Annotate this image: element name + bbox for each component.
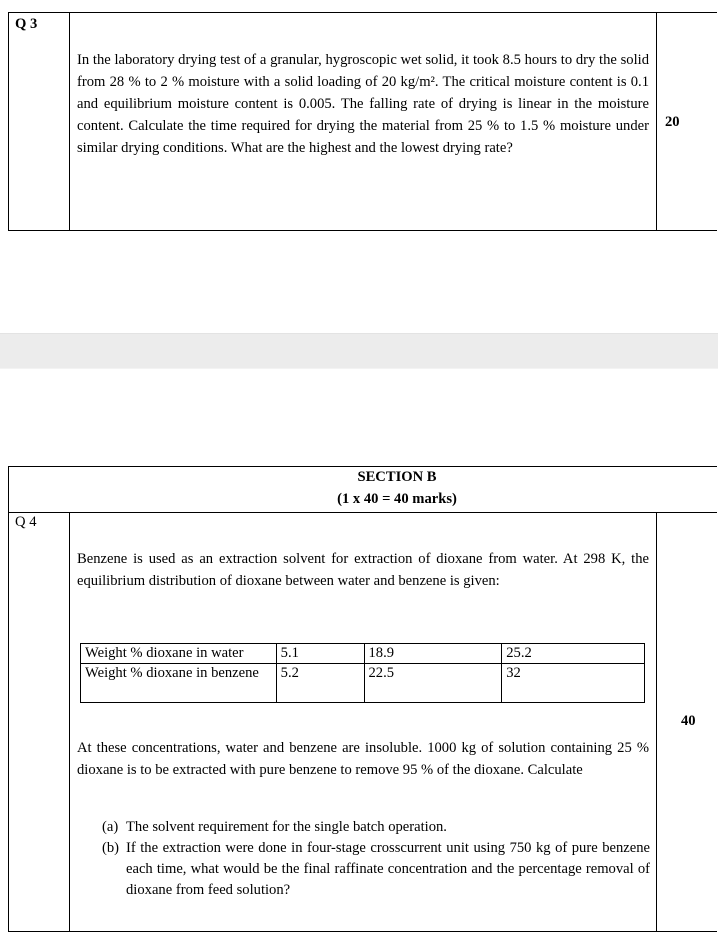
table-cell: Weight % dioxane in water — [81, 644, 277, 664]
list-item — [102, 817, 650, 838]
equilibrium-table — [80, 643, 645, 703]
q3-col-divider — [69, 12, 70, 230]
table-row — [81, 644, 645, 664]
q3-left-border — [8, 12, 9, 230]
q4-intro: Benzene is used as an extraction solvent for extraction of dioxane from water. At 298 K, the equilibrium distribution of dioxane between water and benzene is given: — [77, 551, 649, 589]
q3-question-text — [77, 49, 649, 159]
table-cell: 32 — [502, 664, 645, 703]
section-b-top-border — [8, 466, 717, 467]
part-label: (b) — [102, 840, 120, 856]
section-b-title: SECTION B — [357, 469, 437, 485]
table-row — [81, 664, 645, 703]
part-label: (a) — [102, 819, 119, 835]
q3-label: Q 3 — [15, 16, 38, 32]
table-cell: 25.2 — [502, 644, 645, 664]
q3-text: In the laboratory drying test of a granular, hygroscopic wet solid, it took 8.5 hours to dry the solid from 28 % to 2 % moisture with a solid loading of 20 kg/m². The critical moisture content is 0.1 and equilibrium moisture content is 0.005. The falling rate of drying is linear in the moisture content. Calculate the time required for drying the material from 25 % to 1.5 % moisture under similar drying conditions. What are the highest and the lowest drying rate? — [77, 52, 649, 156]
q4-col-divider — [69, 512, 70, 931]
q3-marks-divider — [656, 12, 657, 230]
list-item — [102, 838, 650, 901]
page-break-band — [0, 333, 718, 369]
table-cell: 5.2 — [276, 664, 364, 703]
q4-bottom-border — [8, 931, 717, 932]
q3-marks: 20 — [665, 114, 680, 130]
table-cell: Weight % dioxane in benzene — [81, 664, 277, 703]
q3-top-border — [8, 12, 717, 13]
section-b-left-border — [8, 466, 9, 932]
q3-bottom-border — [8, 230, 717, 231]
table-cell: 18.9 — [364, 644, 502, 664]
part-text: The solvent requirement for the single batch operation. — [126, 819, 447, 835]
q4-top-border — [8, 512, 717, 513]
table-cell: 22.5 — [364, 664, 502, 703]
q4-body: At these concentrations, water and benzene are insoluble. 1000 kg of solution containing 25 % dioxane is to be extracted with pure benzene to remove 95 % of the dioxane. Calculate — [77, 740, 649, 778]
q4-marks-divider — [656, 512, 657, 931]
part-text: If the extraction were done in four-stage crosscurrent unit using 750 kg of pure benzene each time, what would be the final raffinate concentration and the percentage removal of dioxane from feed solution? — [126, 840, 650, 898]
q4-marks: 40 — [681, 713, 696, 729]
q4-parts-list — [102, 817, 650, 901]
q4-label: Q 4 — [15, 514, 37, 530]
table-cell: 5.1 — [276, 644, 364, 664]
section-b-subtitle: (1 x 40 = 40 marks) — [337, 491, 457, 507]
